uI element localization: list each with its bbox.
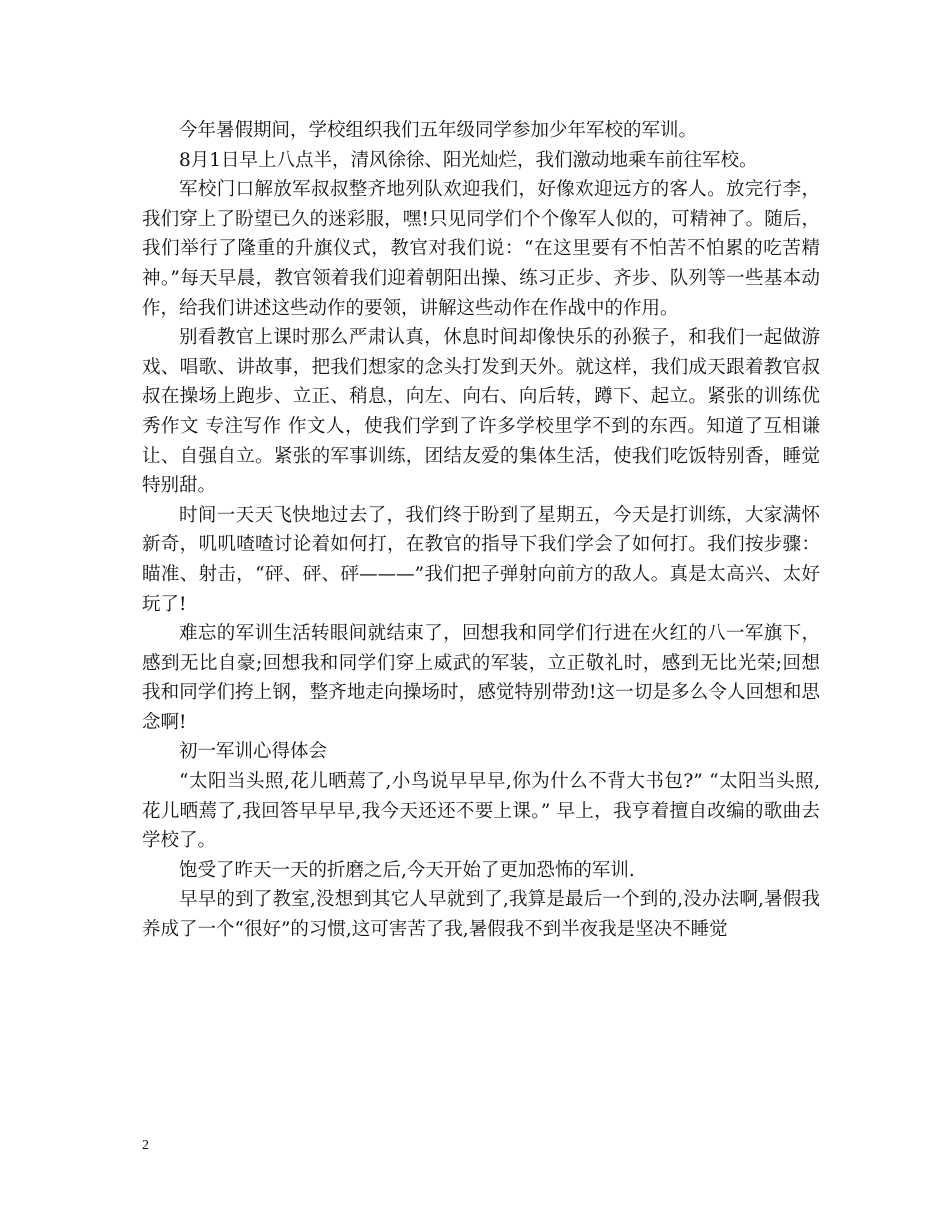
paragraph-conclusion: 难忘的军训生活转眼间就结束了，回想我和同学们行进在火红的八一军旗下，感到无比自豪;回想我和同学们穿上威武的军装，立正敬礼时，感到无比光荣;回想我和同学们挎上钢，整齐地走向操场时，感觉特别带劲!这一切是多么令人回想和思念啊! [142,623,820,733]
page-number: 2 [142,1138,149,1153]
paragraph-intro: 今年暑假期间，学校组织我们五年级同学参加少年军校的军训。 [179,120,698,141]
paragraph-shooting: 时间一天天飞快地过去了，我们终于盼到了星期五，今天是打训练，大家满怀新奇，叽叽喳喳讨论着如何打，在教官的指导下我们学会了如何打。我们按步骤：瞄准、射击，“砰、砰、砰———”我们把子弹射向前方的敌人。真是太高兴、太好玩了! [142,504,820,615]
paragraph-instructor: 别看教官上课时那么严肃认真，休息时间却像快乐的孙猴子，和我们一起做游戏、唱歌、讲故事，把我们想家的念头打发到天外。就这样，我们成天跟着教官叔叔在操场上跑步、立正、稍息，向左、向右、向后转，蹲下、起立。紧张的训练优秀作文 专注写作 作文人，使我们学到了许多学校里学不到的东西。知道了互相谦让、自强自立。紧张的军事训练，团结友爱的集体生活，使我们吃饭特别香，睡觉特别甜。 [142,327,820,497]
paragraph-arrival: 军校门口解放军叔叔整齐地列队欢迎我们，好像欢迎远方的客人。放完行李，我们穿上了盼望已久的迷彩服，嘿!只见同学们个个像军人似的，可精神了。随后，我们举行了隆重的升旗仪式，教官对我们说：“在这里要有不怕苦不怕累的吃苦精神。”每天早晨，教官领着我们迎着朝阳出操、练习正步、齐步、队列等一些基本动作，给我们讲述这些动作的要领，讲解这些动作在作战中的作用。 [142,179,820,319]
section-heading: 初一军训心得体会 [179,741,328,763]
paragraph-departure: 8月1日早上八点半，清风徐徐、阳光灿烂，我们激动地乘车前往军校。 [179,149,758,171]
paragraph-ordeal: 饱受了昨天一天的折磨之后,今天开始了更加恐怖的军训. [179,859,635,881]
paragraph-song: “太阳当头照,花儿晒蔫了,小鸟说早早早,你为什么不背大书包?” “太阳当头照,花儿晒蔫了,我回答早早早,我今天还还不要上课。” 早上，我亨着擅自改编的歌曲去学校了。 [142,771,820,852]
document-body [142,116,820,945]
paragraph-classroom: 早早的到了教室,没想到其它人早就到了,我算是最后一个到的,没办法啊,暑假我养成了一个“很好”的习惯,这可害苦了我,暑假我不到半夜我是坚决不睡觉 [142,889,820,941]
